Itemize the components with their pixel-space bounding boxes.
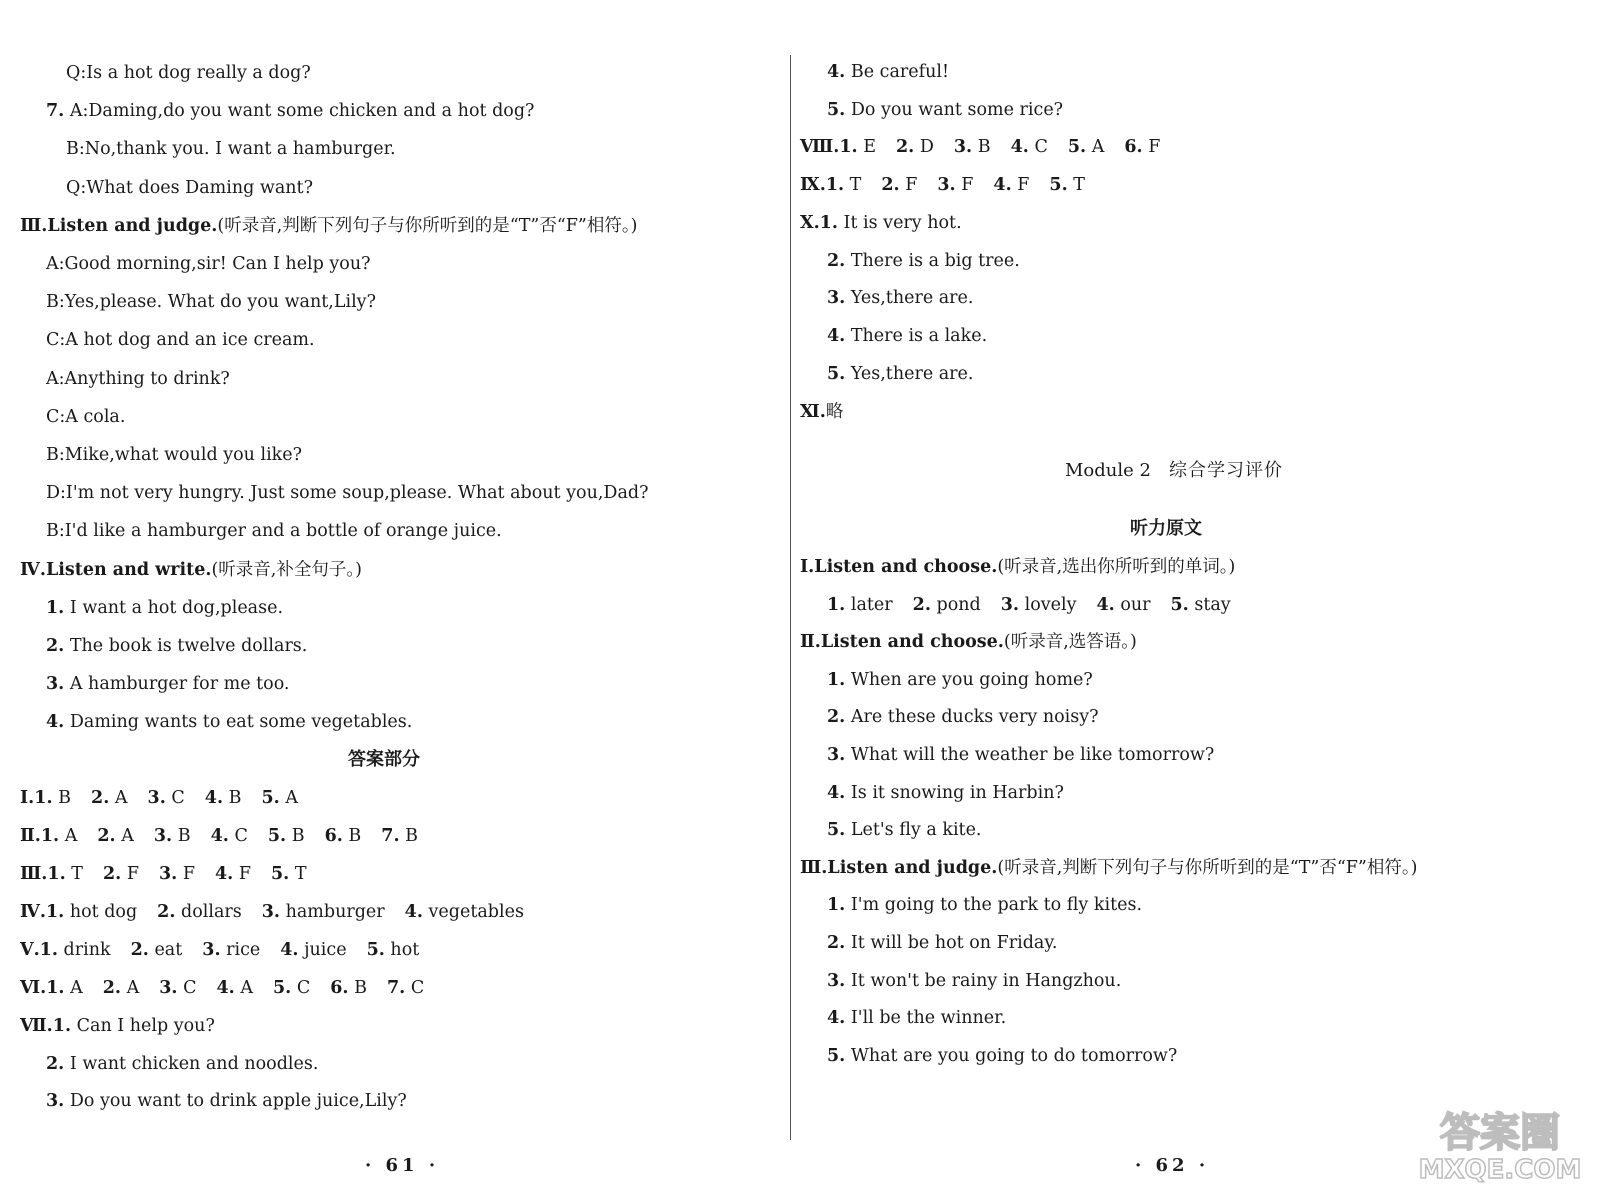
item-text: It will be hot on Friday. bbox=[850, 933, 1058, 953]
section-numeral: Ⅸ. bbox=[800, 175, 826, 195]
svg-text:MXQE.COM: MXQE.COM bbox=[1418, 1155, 1582, 1185]
answer-value: A bbox=[285, 788, 298, 808]
item-number: 3. bbox=[46, 1091, 65, 1111]
answer-value: dollars bbox=[181, 902, 242, 922]
item-text: Be careful! bbox=[850, 62, 949, 82]
svg-text:答案圈: 答案圈 bbox=[1440, 1110, 1560, 1156]
answer-value: stay bbox=[1194, 594, 1231, 615]
text-line bbox=[46, 519, 502, 543]
section-heading: Listen and judge. bbox=[827, 857, 998, 878]
answer-item bbox=[827, 593, 893, 617]
item-text: What will the weather be like tomorrow? bbox=[850, 745, 1215, 765]
text-line bbox=[800, 856, 1417, 880]
item-text: I want a hot dog,please. bbox=[69, 597, 284, 618]
module-title bbox=[1065, 459, 1283, 483]
answer-item bbox=[262, 786, 299, 810]
answer-number: 5. bbox=[1067, 137, 1087, 157]
text-line bbox=[46, 367, 230, 391]
answer-item bbox=[1068, 135, 1105, 159]
item-text: I'm going to the park to fly kites. bbox=[850, 895, 1143, 916]
item-number: 1. bbox=[52, 1016, 72, 1036]
answer-row bbox=[20, 862, 327, 886]
answer-number: 3. bbox=[261, 902, 281, 922]
item-text: Are these ducks very noisy? bbox=[850, 707, 1099, 728]
answer-item bbox=[159, 976, 196, 1000]
text-line bbox=[827, 668, 1093, 692]
item-number: 3. bbox=[827, 745, 846, 765]
item-text: D:I'm not very hungry. Just some soup,please. What about you,Dad? bbox=[46, 483, 649, 504]
item-text: Yes,there are. bbox=[850, 288, 974, 309]
text-line bbox=[46, 443, 302, 467]
answer-row bbox=[800, 135, 1180, 159]
text-line bbox=[46, 1052, 318, 1076]
answer-value: A bbox=[126, 978, 140, 998]
item-text: Do you want some rice? bbox=[850, 100, 1064, 120]
answer-item bbox=[1096, 593, 1150, 617]
answer-item bbox=[211, 824, 248, 848]
answer-item bbox=[46, 976, 83, 1000]
answer-number: 1. bbox=[839, 137, 858, 157]
answer-value: F bbox=[238, 864, 251, 884]
answer-item bbox=[387, 976, 424, 1000]
answer-item bbox=[205, 786, 242, 810]
section-heading: Listen and judge. bbox=[47, 215, 218, 236]
answer-section-heading: 答案部分 bbox=[348, 749, 420, 770]
item-number: 4. bbox=[827, 782, 846, 803]
answer-item bbox=[148, 786, 185, 810]
answer-item bbox=[1011, 135, 1048, 159]
answer-number: 1. bbox=[39, 940, 58, 960]
answer-row bbox=[20, 976, 444, 1000]
item-text: B:Mike,what would you like? bbox=[46, 445, 303, 465]
answer-number: 4. bbox=[204, 788, 224, 808]
answer-value: A bbox=[1091, 137, 1105, 157]
answer-item bbox=[216, 976, 253, 1000]
answer-item bbox=[202, 938, 260, 962]
answer-value: F bbox=[126, 864, 139, 884]
answer-item bbox=[40, 938, 111, 962]
answer-number: 3. bbox=[158, 864, 178, 884]
answer-number: 4. bbox=[404, 902, 423, 922]
item-number: 3. bbox=[46, 674, 65, 695]
section-numeral: Ⅷ. bbox=[800, 137, 840, 157]
answer-number: 4. bbox=[214, 864, 234, 884]
answer-value: T bbox=[1073, 175, 1085, 195]
answer-item bbox=[325, 824, 362, 848]
answer-number: 1. bbox=[47, 864, 66, 884]
answer-number: 5. bbox=[1049, 175, 1068, 195]
text-line bbox=[46, 596, 283, 620]
answer-value: F bbox=[961, 175, 974, 195]
item-number: 1. bbox=[46, 597, 65, 618]
item-text: (听录音,选答语。) bbox=[1003, 632, 1137, 653]
section-numeral: Ⅶ. bbox=[20, 1016, 53, 1036]
answer-number: 5. bbox=[1170, 594, 1189, 615]
text-line bbox=[20, 1014, 215, 1038]
answer-item bbox=[215, 862, 251, 886]
item-number: 7. bbox=[46, 101, 65, 122]
answer-number: 3. bbox=[153, 826, 173, 846]
item-text: (听录音,判断下列句子与你所听到的是“T”否“F”相符。) bbox=[217, 215, 638, 236]
answer-row bbox=[20, 786, 318, 810]
answer-value: C bbox=[234, 826, 248, 846]
answer-number: 3. bbox=[953, 137, 973, 157]
item-text: Yes,there are. bbox=[850, 363, 974, 384]
text-line bbox=[46, 99, 534, 123]
item-text: B:No,thank you. I want a hamburger. bbox=[66, 139, 396, 160]
answer-number: 4. bbox=[993, 175, 1012, 195]
text-line bbox=[827, 1044, 1177, 1068]
text-line bbox=[66, 61, 311, 85]
answer-item bbox=[896, 135, 934, 159]
answer-value: eat bbox=[154, 940, 183, 960]
answer-value: B bbox=[228, 788, 242, 808]
answer-value: T bbox=[294, 864, 307, 884]
answer-row bbox=[20, 938, 439, 962]
item-number: 5. bbox=[827, 820, 846, 841]
item-text: Do you want to drink apple juice,Lily? bbox=[69, 1091, 407, 1111]
answer-number: 7. bbox=[386, 978, 406, 998]
answer-number: 2. bbox=[102, 978, 121, 998]
text-line bbox=[827, 60, 949, 84]
answer-item bbox=[280, 938, 346, 962]
item-text: The book is twelve dollars. bbox=[69, 636, 308, 656]
text-line bbox=[46, 328, 315, 352]
section-numeral: Ⅱ. bbox=[800, 632, 821, 653]
answer-number: 2. bbox=[895, 137, 915, 157]
item-text: A:Good morning,sir! Can I help you? bbox=[46, 254, 371, 274]
answer-item bbox=[34, 786, 71, 810]
text-line bbox=[46, 672, 290, 696]
item-number: 4. bbox=[827, 326, 846, 347]
section-numeral: Ⅺ. bbox=[800, 401, 826, 422]
section-numeral: Ⅱ. bbox=[20, 826, 41, 846]
answer-number: 1. bbox=[40, 826, 60, 846]
answer-value: F bbox=[1017, 175, 1030, 195]
answer-item bbox=[826, 173, 862, 197]
section-numeral: Ⅲ. bbox=[20, 864, 48, 884]
item-text: (听录音,补全句子。) bbox=[211, 559, 362, 580]
item-text: (听录音,判断下列句子与你所听到的是“T”否“F”相符。) bbox=[997, 857, 1418, 878]
item-number: 5. bbox=[827, 1045, 846, 1066]
answer-value: E bbox=[863, 137, 876, 157]
answer-value: later bbox=[850, 594, 893, 615]
answer-number: 3. bbox=[1000, 594, 1020, 615]
answer-value: B bbox=[291, 826, 305, 846]
answer-item bbox=[1001, 593, 1077, 617]
item-number: 4. bbox=[46, 712, 65, 733]
section-numeral: Ⅰ. bbox=[800, 557, 815, 577]
section-heading: Listen and choose. bbox=[820, 632, 1004, 653]
answer-value: C bbox=[296, 978, 311, 998]
item-text: I'll be the winner. bbox=[850, 1008, 1007, 1029]
answer-number: 1. bbox=[827, 594, 846, 615]
answer-value: rice bbox=[226, 940, 261, 960]
answer-value: B bbox=[354, 978, 367, 998]
text-line bbox=[827, 969, 1121, 993]
section-numeral: Ⅴ. bbox=[20, 940, 40, 960]
item-number: 2. bbox=[827, 933, 846, 953]
answer-item bbox=[1124, 135, 1160, 159]
answer-item bbox=[367, 938, 420, 962]
item-text: What are you going to do tomorrow? bbox=[850, 1045, 1178, 1066]
item-text: B:Yes,please. What do you want,Lily? bbox=[46, 292, 376, 313]
text-line bbox=[66, 176, 313, 200]
item-text: A hamburger for me too. bbox=[69, 674, 290, 695]
answer-number: 3. bbox=[937, 175, 956, 195]
item-number: 2. bbox=[827, 250, 846, 271]
text-line bbox=[20, 214, 637, 238]
answer-item bbox=[881, 173, 917, 197]
answer-value: A bbox=[121, 826, 134, 846]
answer-value: A bbox=[114, 788, 128, 808]
section-numeral: Ⅳ. bbox=[20, 559, 46, 580]
answer-item bbox=[131, 938, 183, 962]
text-line bbox=[800, 555, 1235, 579]
answer-number: 5. bbox=[271, 864, 290, 884]
section-numeral: Ⅳ. bbox=[20, 902, 46, 922]
item-number: 2. bbox=[46, 1053, 65, 1074]
answer-number: 5. bbox=[366, 940, 385, 960]
item-text: C:A hot dog and an ice cream. bbox=[46, 330, 315, 351]
text-line bbox=[46, 1089, 407, 1113]
item-text: A:Daming,do you want some chicken and a hot dog? bbox=[69, 101, 535, 122]
answer-number: 1. bbox=[45, 902, 65, 922]
text-line bbox=[20, 558, 362, 582]
answer-number: 3. bbox=[147, 788, 166, 808]
item-number: 3. bbox=[827, 970, 846, 991]
answer-value: C bbox=[410, 978, 425, 998]
answer-item bbox=[268, 824, 305, 848]
text-line bbox=[827, 362, 973, 386]
answer-value: B bbox=[977, 137, 991, 157]
answer-number: 3. bbox=[202, 940, 221, 960]
item-number: 4. bbox=[827, 62, 846, 82]
answer-item bbox=[1049, 173, 1085, 197]
answer-item bbox=[271, 862, 307, 886]
answer-item bbox=[937, 173, 973, 197]
answer-item bbox=[262, 900, 385, 924]
answer-row bbox=[20, 824, 438, 848]
text-line bbox=[827, 324, 987, 348]
answer-value: our bbox=[1120, 594, 1151, 615]
answer-value: juice bbox=[304, 940, 347, 960]
answer-value: C bbox=[1034, 137, 1048, 157]
answer-number: 1. bbox=[825, 175, 845, 195]
answer-number: 4. bbox=[280, 940, 299, 960]
answer-value: hamburger bbox=[285, 902, 385, 922]
item-number: 2. bbox=[46, 636, 65, 656]
answer-value: B bbox=[177, 826, 191, 846]
text-line bbox=[46, 634, 307, 658]
text-line bbox=[827, 286, 973, 310]
answer-value: T bbox=[849, 175, 862, 195]
item-number: 1. bbox=[819, 213, 838, 233]
section-numeral: Ⅰ. bbox=[20, 788, 35, 808]
page-number-right: · 62 · bbox=[1135, 1155, 1210, 1176]
text-line bbox=[827, 98, 1063, 122]
answer-value: C bbox=[171, 788, 185, 808]
answer-number: 4. bbox=[216, 978, 235, 998]
answer-number: 5. bbox=[267, 826, 287, 846]
answer-item bbox=[154, 824, 191, 848]
answer-number: 5. bbox=[272, 978, 292, 998]
answer-number: 6. bbox=[330, 978, 349, 998]
answer-value: vegetables bbox=[428, 902, 524, 922]
section-heading: Listen and choose. bbox=[814, 557, 998, 577]
text-line bbox=[66, 137, 396, 161]
answer-number: 2. bbox=[102, 864, 122, 884]
answer-item bbox=[157, 900, 242, 924]
item-number: 1. bbox=[827, 669, 846, 690]
answer-number: 4. bbox=[1010, 137, 1029, 157]
text-line bbox=[827, 818, 982, 842]
answer-value: A bbox=[70, 978, 83, 998]
module-title-cn: 综合学习评价 bbox=[1168, 460, 1283, 481]
answer-number: 4. bbox=[210, 826, 229, 846]
answer-value: A bbox=[64, 826, 78, 846]
answer-number: 2. bbox=[881, 175, 900, 195]
item-text: I want chicken and noodles. bbox=[69, 1053, 319, 1074]
answer-number: 6. bbox=[324, 826, 343, 846]
answer-value: D bbox=[919, 137, 934, 157]
answer-value: lovely bbox=[1024, 594, 1077, 615]
item-number: 1. bbox=[827, 895, 846, 916]
text-line bbox=[827, 249, 1020, 273]
answer-value: pond bbox=[936, 594, 981, 615]
answer-value: F bbox=[1148, 137, 1161, 157]
text-line bbox=[46, 481, 648, 505]
item-number: 4. bbox=[827, 1008, 846, 1029]
item-text: Q:Is a hot dog really a dog? bbox=[66, 63, 311, 83]
answer-number: 1. bbox=[46, 978, 65, 998]
answer-number: 2. bbox=[912, 594, 931, 615]
answer-item bbox=[954, 135, 991, 159]
item-number: 3. bbox=[827, 288, 846, 309]
answer-item bbox=[405, 900, 524, 924]
text-line bbox=[46, 405, 125, 429]
item-text: Let's fly a kite. bbox=[850, 820, 982, 841]
answer-number: 2. bbox=[91, 788, 110, 808]
answer-value: C bbox=[183, 978, 197, 998]
text-line bbox=[46, 290, 376, 314]
item-text: When are you going home? bbox=[850, 669, 1093, 690]
answer-row bbox=[20, 900, 544, 924]
answer-item bbox=[41, 824, 78, 848]
section-numeral: Ⅵ. bbox=[20, 978, 47, 998]
answer-number: 3. bbox=[159, 978, 178, 998]
item-text: It is very hot. bbox=[843, 213, 962, 233]
answer-item bbox=[273, 976, 310, 1000]
item-text: A:Anything to drink? bbox=[46, 368, 230, 389]
answer-value: F bbox=[905, 175, 918, 195]
item-text: Daming wants to eat some vegetables. bbox=[69, 712, 413, 733]
text-line bbox=[800, 630, 1137, 654]
answer-number: 2. bbox=[97, 826, 116, 846]
item-text: Is it snowing in Harbin? bbox=[850, 782, 1064, 803]
item-text: Can I help you? bbox=[76, 1016, 215, 1036]
item-number: 5. bbox=[827, 100, 846, 120]
answer-item bbox=[381, 824, 418, 848]
answer-value: T bbox=[71, 864, 83, 884]
answer-value: B bbox=[405, 826, 419, 846]
item-text: B:I'd like a hamburger and a bottle of orange juice. bbox=[46, 521, 502, 542]
answer-item bbox=[159, 862, 195, 886]
text-line bbox=[827, 781, 1064, 805]
answer-number: 4. bbox=[1096, 594, 1115, 615]
page-divider bbox=[790, 55, 791, 1140]
item-number: 5. bbox=[827, 363, 846, 384]
text-line bbox=[46, 252, 371, 276]
answer-number: 6. bbox=[1124, 137, 1143, 157]
answer-item bbox=[1171, 593, 1231, 617]
module-title-en: Module 2 bbox=[1065, 460, 1151, 481]
page-number-left: · 61 · bbox=[365, 1155, 440, 1176]
answer-item bbox=[46, 900, 137, 924]
answer-value: F bbox=[182, 864, 195, 884]
answer-value: drink bbox=[63, 940, 111, 960]
item-text: It won't be rainy in Hangzhou. bbox=[850, 970, 1122, 991]
section-heading: Listen and write. bbox=[45, 559, 212, 580]
item-text: There is a big tree. bbox=[850, 250, 1020, 271]
answer-number: 2. bbox=[157, 902, 176, 922]
answer-value: B bbox=[58, 788, 72, 808]
text-line bbox=[827, 931, 1057, 955]
answer-row bbox=[800, 173, 1105, 197]
text-line bbox=[46, 710, 412, 734]
watermark-logo bbox=[1405, 1100, 1595, 1185]
answer-item bbox=[330, 976, 367, 1000]
text-line bbox=[827, 705, 1098, 729]
text-line bbox=[800, 400, 843, 424]
listening-text-heading: 听力原文 bbox=[1130, 518, 1202, 539]
answer-item bbox=[47, 862, 83, 886]
answer-value: B bbox=[348, 826, 362, 846]
answer-number: 2. bbox=[130, 940, 149, 960]
item-text: 略 bbox=[825, 401, 844, 422]
item-text: C:A cola. bbox=[46, 406, 126, 427]
section-numeral: Ⅲ. bbox=[20, 215, 48, 236]
answer-item bbox=[839, 135, 876, 159]
answer-item bbox=[993, 173, 1029, 197]
answer-number: 5. bbox=[261, 788, 280, 808]
text-line bbox=[827, 893, 1142, 917]
answer-number: 7. bbox=[381, 826, 400, 846]
item-text: Q:What does Daming want? bbox=[66, 177, 313, 198]
section-numeral: Ⅲ. bbox=[800, 857, 828, 878]
answer-number: 1. bbox=[34, 788, 53, 808]
section-numeral: Ⅹ. bbox=[800, 213, 820, 233]
answer-item bbox=[103, 976, 140, 1000]
text-line bbox=[800, 211, 962, 235]
answer-item bbox=[91, 786, 128, 810]
answer-item bbox=[97, 824, 134, 848]
text-line bbox=[827, 743, 1214, 767]
item-text: (听录音,选出你所听到的单词。) bbox=[997, 557, 1236, 577]
text-line bbox=[827, 593, 1251, 617]
text-line bbox=[827, 1006, 1006, 1030]
item-number: 2. bbox=[827, 707, 846, 728]
answer-value: hot dog bbox=[69, 902, 138, 922]
item-text: There is a lake. bbox=[850, 326, 988, 347]
answer-value: A bbox=[240, 978, 253, 998]
answer-item bbox=[913, 593, 981, 617]
answer-value: hot bbox=[390, 940, 420, 960]
answer-item bbox=[103, 862, 139, 886]
